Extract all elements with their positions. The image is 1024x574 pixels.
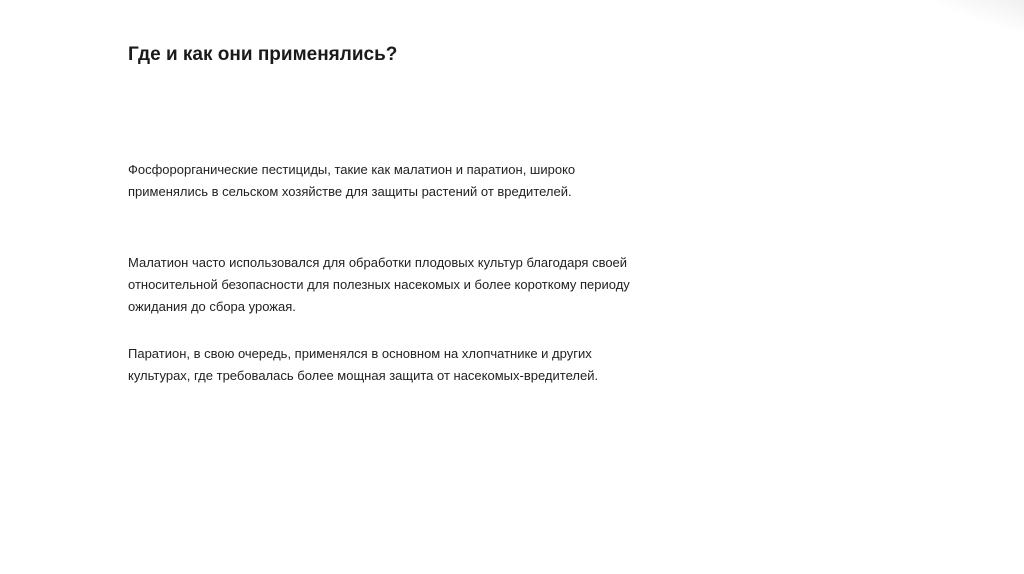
paragraph-line: Паратион, в свою очередь, применялся в основном на хлопчатнике и других (128, 346, 592, 361)
paragraph-line: применялись в сельском хозяйстве для защиты растений от вредителей. (128, 184, 572, 199)
paragraph-parathion (128, 343, 598, 387)
corner-shadow (934, 0, 1024, 30)
paragraph-line: культурах, где требовалась более мощная защита от насекомых-вредителей. (128, 368, 599, 383)
paragraph-line: Малатион часто использовался для обработки плодовых культур благодаря своей (128, 255, 628, 270)
slide-title: Где и как они применялись? (128, 44, 398, 65)
paragraph-line: ожидания до сбора урожая. (128, 299, 296, 314)
paragraph-organophosphates (128, 159, 575, 203)
paragraph-malathion (128, 252, 630, 318)
paragraph-line: Фосфорорганические пестициды, такие как малатион и паратион, широко (128, 162, 576, 177)
paragraph-line: относительной безопасности для полезных насекомых и более короткому периоду (128, 277, 630, 292)
